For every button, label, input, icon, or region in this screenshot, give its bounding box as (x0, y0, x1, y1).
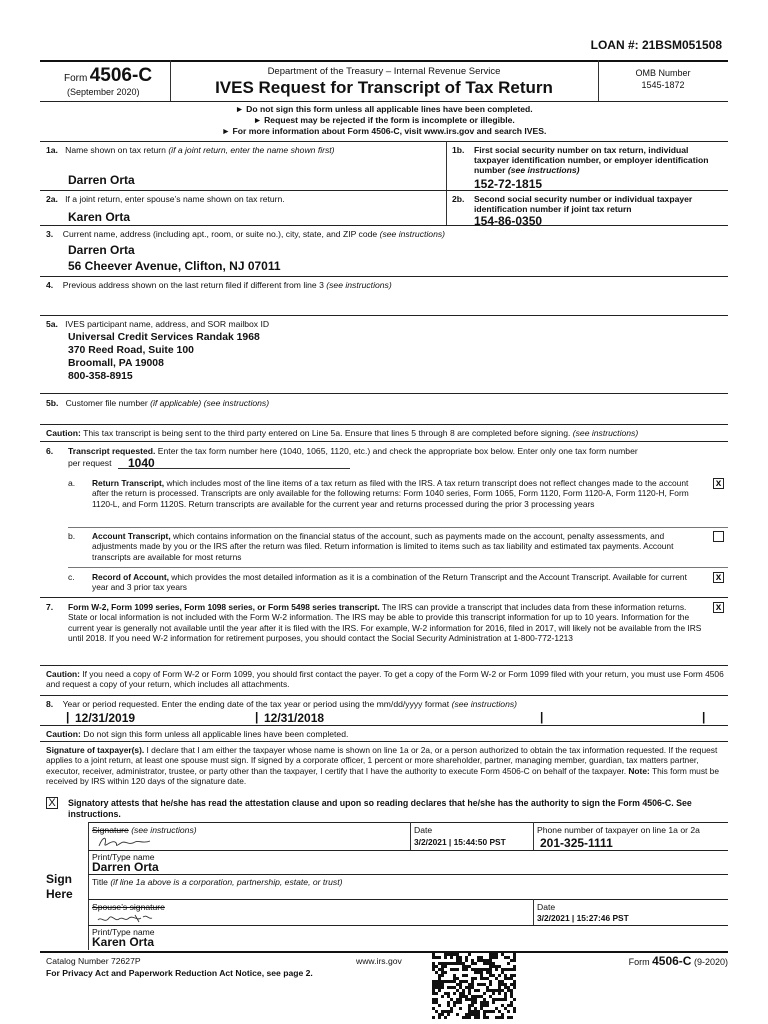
ives-address-line-1: 370 Reed Road, Suite 100 (68, 345, 194, 356)
line-4-num: 4. (46, 280, 54, 290)
line-1b-text: First social security number on tax return, individual taxpayer identification number, or employer identification number (474, 145, 709, 175)
line-6c-head: Record of Account, (92, 572, 169, 582)
date-1-label: Date (414, 825, 433, 835)
spouse-signature-label: Spouse’s signature (92, 902, 165, 912)
line-6b-checkbox[interactable] (713, 531, 724, 542)
line-1a-num: 1a. (46, 145, 58, 155)
phone-value[interactable]: 201-325-1111 (540, 836, 613, 850)
caution-2 (46, 669, 728, 690)
signature-label-italic: (see instructions) (131, 825, 197, 835)
spouse-signature[interactable] (95, 910, 155, 926)
line-6-form-value[interactable]: 1040 (128, 456, 155, 470)
line-1b-num: 1b. (452, 145, 465, 155)
website: www.irs.gov (356, 956, 402, 966)
line-1b-italic: (see instructions) (507, 165, 580, 175)
line-6a-text (92, 478, 704, 509)
line-1a-text: Name shown on tax return (65, 145, 166, 155)
caution-3-head: Caution: (46, 729, 81, 739)
signature-scribble-icon (95, 834, 155, 850)
line-5b-italic: (if applicable) (see instructions) (150, 398, 270, 408)
line-1a-italic: (if a joint return, enter the name shown first) (168, 145, 335, 155)
line-6a-checkbox[interactable]: x (713, 478, 724, 489)
line-7-head: Form W-2, Form 1099 series, Form 1098 series, or Form 5498 series transcript. (68, 602, 380, 612)
date-1-value[interactable]: 3/2/2021 | 15:44:50 PST (414, 837, 506, 847)
title-field-label-italic: (if line 1a above is a corporation, partnership, estate, or trust) (110, 877, 343, 887)
line-7-text (68, 602, 704, 643)
line-6-num: 6. (46, 446, 54, 456)
line-2b-label: Second social security number or individual taxpayer identification number if joint tax return (474, 194, 693, 214)
form-id (64, 64, 152, 87)
line-3-italic: (see instructions) (379, 229, 446, 239)
period-separator-3: | (540, 710, 544, 724)
period-separator-1: | (66, 710, 70, 724)
line-5b-text: Customer file number (65, 398, 148, 408)
line-2b-value[interactable]: 154-86-0350 (474, 214, 543, 228)
line-7-num: 7. (46, 602, 54, 612)
qr-code-icon (432, 953, 516, 1019)
line-2a-label (46, 194, 285, 204)
line-6b-letter: b. (68, 531, 76, 541)
line-6-head: Transcript requested. (68, 446, 156, 456)
form-title: IVES Request for Transcript of Tax Return (215, 78, 553, 97)
caution-1-text: This tax transcript is being sent to the third party entered on Line 5a. Ensure that lines 5 through 8 are completed before signing. (83, 428, 571, 438)
signature-declaration (46, 745, 728, 786)
instruction-3: ► For more information about Form 4506-C, visit www.irs.gov and search IVES. (221, 126, 547, 136)
footer-form-number: 4506-C (652, 954, 692, 968)
title-field-label (92, 877, 342, 887)
omb-label: OMB Number (635, 68, 691, 78)
line-6a-head: Return Transcript, (92, 478, 165, 488)
phone-label: Phone number of taxpayer on line 1a or 2a (537, 825, 700, 835)
line-4-italic: (see instructions) (326, 280, 392, 290)
caution-1-head: Caution: (46, 428, 81, 438)
footer-form-id (629, 954, 728, 969)
omb-number: 1545-1872 (641, 80, 685, 90)
ives-participant-name: Universal Credit Services Randak 1968 (68, 332, 260, 343)
attest-checkbox[interactable]: X (46, 797, 58, 809)
line-3-label (46, 229, 445, 239)
print-name-2-label: Print/Type name (92, 927, 155, 937)
qr-code-graphic-icon (432, 953, 516, 1019)
line-5a-text: IVES participant name, address, and SOR mailbox ID (65, 319, 270, 329)
footer-form-rev: (9-2020) (693, 957, 728, 967)
line-1a-value[interactable]: Darren Orta (68, 173, 135, 187)
line-8-label (46, 699, 517, 709)
form-prefix: Form (64, 73, 88, 84)
date-2-value[interactable]: 3/2/2021 | 15:27:46 PST (537, 913, 629, 923)
line-1b-value[interactable]: 152-72-1815 (474, 177, 543, 191)
signature-note-text: This form must be received by IRS within 120 days of the signature date. (46, 765, 719, 786)
header-top-rule (40, 60, 728, 62)
line-7-body: The IRS can provide a transcript that includes data from these information returns. State or local information is not included with the Form W-2 information. The IRS may be able to provide this transcript information for up to 10 years. Information for the current year is generally not available until the year after it is filed with the IRS. For example, W-2 information for 2016, filed in 2017, will likely not be available from the IRS until 2018. If you need W-2 information for retirement purposes, you should contact the Social Security Administration at 1-800-772-1213 (68, 602, 702, 643)
department: Department of the Treasury – Internal Revenue Service (267, 66, 501, 77)
line-6c-checkbox[interactable]: x (713, 572, 724, 583)
signature-note-head: Note: (628, 765, 650, 776)
form-number: 4506-C (89, 65, 153, 86)
print-name-2-value[interactable]: Karen Orta (92, 935, 155, 949)
line-2b-num: 2b. (452, 194, 465, 204)
line-3-num: 3. (46, 229, 54, 239)
line-3-text: Current name, address (including apt., room, or suite no.), city, state, and ZIP code (62, 229, 378, 239)
caution-2-text: If you need a copy of Form W-2 or Form 1099, you should first contact the payer. To get a copy of the Form W-2 or Form 1099 filed with your return, you must use Form 4506 and request a copy of your return, which includes all attachments. (46, 669, 724, 690)
title-field-label-text: Title (92, 877, 108, 887)
caution-1 (46, 428, 728, 438)
line-6c-body: which provides the most detailed information as it is a combination of the Return Transcript and the Account Transcript. Available for current year and 3 prior tax years (92, 572, 687, 593)
line-5b-num: 5b. (46, 398, 59, 408)
footer-form-label: Form (628, 957, 650, 967)
line-6b-text (92, 531, 704, 562)
caution-3-text: Do not sign this form unless all applicable lines have been completed. (83, 729, 349, 739)
line-1b-label (474, 145, 726, 175)
header-instructions (170, 104, 598, 137)
line-2a-num: 2a. (46, 194, 58, 204)
caution-2-head: Caution: (46, 669, 80, 679)
line-8-text: Year or period requested. Enter the ending date of the tax year or period using the mm/dd/yyyy format (62, 699, 450, 709)
line-6c-letter: c. (68, 572, 75, 582)
line-5a-value[interactable] (68, 331, 260, 383)
ives-address-line-2: Broomall, PA 19008 (68, 358, 164, 369)
line-6a-letter: a. (68, 478, 76, 488)
line-6-label (68, 446, 726, 456)
line-3-value-address[interactable]: 56 Cheever Avenue, Clifton, NJ 07011 (68, 259, 281, 273)
line-1a-label (46, 145, 335, 155)
period-1-value[interactable]: 12/31/2019 (75, 711, 136, 725)
sign-label: Sign (46, 872, 72, 886)
instruction-2: ► Request may be rejected if the form is incomplete or illegible. (253, 115, 515, 125)
line-8-italic: (see instructions) (451, 699, 518, 709)
attest-statement: Signatory attests that he/she has read the attestation clause and upon so reading declares that he/she has the authority to sign the Form 4506-C. See instructions. (68, 798, 692, 819)
line-6b-body: which contains information on the financial status of the account, such as payments made on the account, penalty assessments, and adjustments made by you or the IRS after the return was filed. Return information is limited to items such as tax liability and estimated tax payments. Account transcripts are available for most returns (92, 531, 674, 562)
line-2a-value[interactable]: Karen Orta (68, 210, 131, 224)
date-2-label: Date (537, 902, 556, 912)
caution-1-tail: (see instructions) (572, 428, 639, 438)
line-5a-num: 5a. (46, 319, 58, 329)
taxpayer-signature[interactable] (95, 834, 155, 850)
line-3-value-name[interactable]: Darren Orta (68, 243, 135, 257)
caution-3 (46, 729, 348, 739)
print-name-1-label: Print/Type name (92, 852, 155, 862)
period-2-value[interactable]: 12/31/2018 (264, 711, 325, 725)
line-6c-text (92, 572, 704, 593)
period-separator-4: | (702, 710, 706, 724)
line-4-label (46, 280, 392, 290)
line-5b-label (46, 398, 269, 408)
line-2a-text: If a joint return, enter spouse’s name shown on tax return. (65, 194, 285, 204)
line-6a-body: which includes most of the line items of a tax return as filed with the IRS. A tax return transcript does not reflect changes made to the account after the return is processed. Transcripts are only available for the following returns: Form 1040 series, Form 1065, Form 1120, Form 1120-A, Form 1120-H, Form 1120-L, and Form 1120S. Return transcripts are available for the current year and returns processed during the prior 3 processing years (92, 478, 689, 509)
form-revision: (September 2020) (67, 87, 140, 97)
signature-label-text: Signature (92, 825, 129, 835)
line-6-per-request: per request (68, 458, 112, 468)
print-name-1-value[interactable]: Darren Orta (92, 860, 159, 874)
line-5a-label (46, 319, 269, 329)
line-6-text: Enter the tax form number here (1040, 1065, 1120, etc.) and check the appropriate box below. Enter only one tax form number (157, 446, 638, 456)
signature-declaration-head: Signature of taxpayer(s). (46, 745, 145, 755)
catalog-number: Catalog Number 72627P (46, 956, 141, 966)
spouse-signature-scribble-icon (95, 910, 155, 926)
instruction-1: ► Do not sign this form unless all applicable lines have been completed. (235, 104, 533, 114)
ives-phone: 800-358-8915 (68, 371, 133, 382)
privacy-notice: For Privacy Act and Paperwork Reduction Act Notice, see page 2. (46, 968, 313, 978)
line-6b-head: Account Transcript, (92, 531, 171, 541)
here-label: Here (46, 887, 73, 901)
line-7-checkbox[interactable]: x (713, 602, 724, 613)
sign-here-label (46, 872, 73, 902)
loan-number: LOAN #: 21BSM051508 (590, 38, 722, 52)
signature-declaration-text: I declare that I am either the taxpayer whose name is shown on line 1a or 2a, or a person authorized to obtain the tax information requested. If the request applies to a joint return, at least one spouse must sign. If signed by a corporate officer, 1 percent or more shareholder, partner, managing member, guardian, tax matters partner, executor, receiver, administrator, trustee, or party other than the taxpayer, I certify that I have the authority to execute Form 4506-C on behalf of the taxpayer. (46, 745, 718, 776)
period-separator-2: | (255, 710, 259, 724)
line-4-text: Previous address shown on the last return filed if different from line 3 (62, 280, 324, 290)
line-8-num: 8. (46, 699, 54, 709)
